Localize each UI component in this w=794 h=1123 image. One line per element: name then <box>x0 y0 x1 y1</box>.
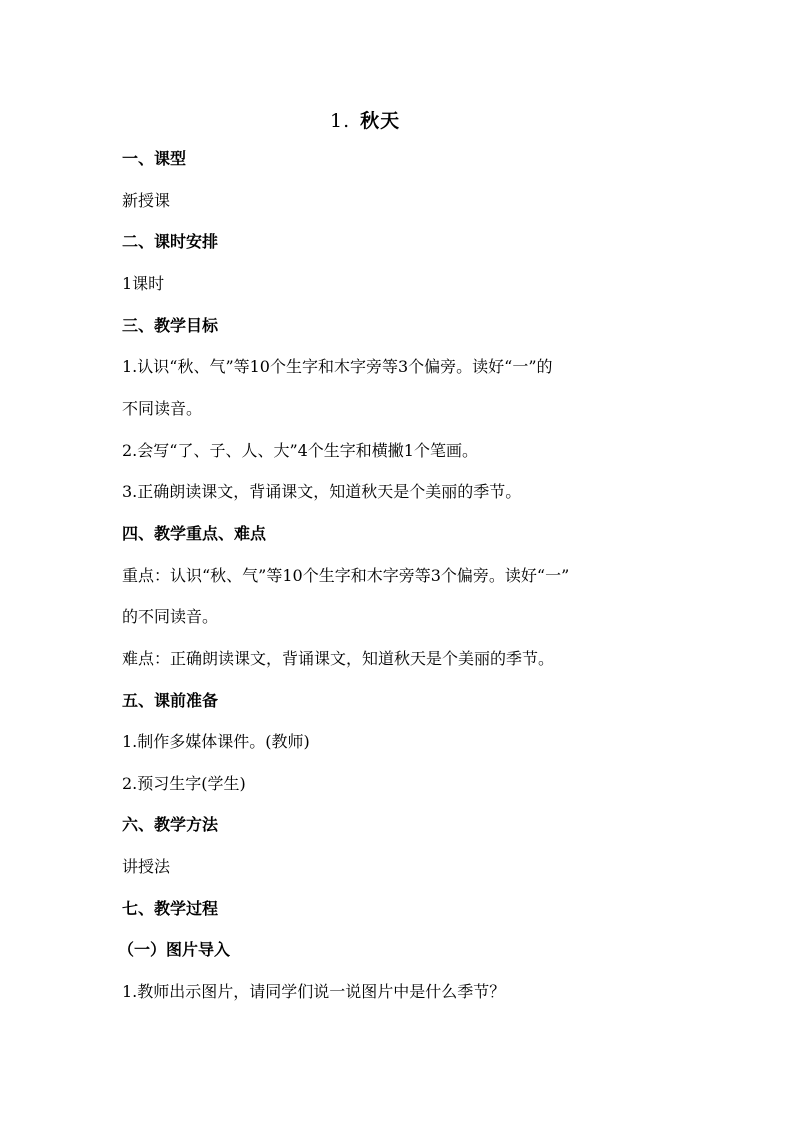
section-body-schedule: 1课时 <box>122 274 165 293</box>
difficulty-point: 难点：正确朗读课文，背诵课文，知道秋天是个美丽的季节。 <box>122 649 555 668</box>
section-body-method: 讲授法 <box>122 857 171 876</box>
section-heading-process: 七、教学过程 <box>122 899 219 918</box>
objective-item-2: 2.会写“了、子、人、大”4个生字和横撇1个笔画。 <box>122 441 478 460</box>
section-heading-objectives: 三、教学目标 <box>122 316 219 335</box>
objective-item-3: 3.正确朗读课文，背诵课文，知道秋天是个美丽的季节。 <box>122 482 522 501</box>
preparation-item-2: 2.预习生字(学生) <box>122 774 246 793</box>
key-point-line-1: 重点：认识“秋、气”等10个生字和木字旁等3个偏旁。读好“一” <box>122 566 570 585</box>
section-heading-key-points: 四、教学重点、难点 <box>122 524 267 543</box>
section-heading-method: 六、教学方法 <box>122 815 219 834</box>
process-step-1: 1.教师出示图片，请同学们说一说图片中是什么季节？ <box>122 982 506 1001</box>
process-sub-heading-1: （一）图片导入 <box>118 940 231 959</box>
title-text: 秋天 <box>360 110 401 132</box>
objective-item-1-line-2: 不同读音。 <box>122 399 203 418</box>
section-body-course-type: 新授课 <box>122 191 171 210</box>
section-heading-preparation: 五、课前准备 <box>122 691 219 710</box>
document-title <box>330 106 530 133</box>
title-number: 1. <box>330 110 351 132</box>
key-point-line-2: 的不同读音。 <box>122 607 219 626</box>
section-heading-schedule: 二、课时安排 <box>122 232 219 251</box>
preparation-item-1: 1.制作多媒体课件。(教师) <box>122 732 310 751</box>
objective-item-1-line-1: 1.认识“秋、气”等10个生字和木字旁等3个偏旁。读好“一”的 <box>122 357 553 376</box>
section-heading-course-type: 一、课型 <box>122 149 187 168</box>
